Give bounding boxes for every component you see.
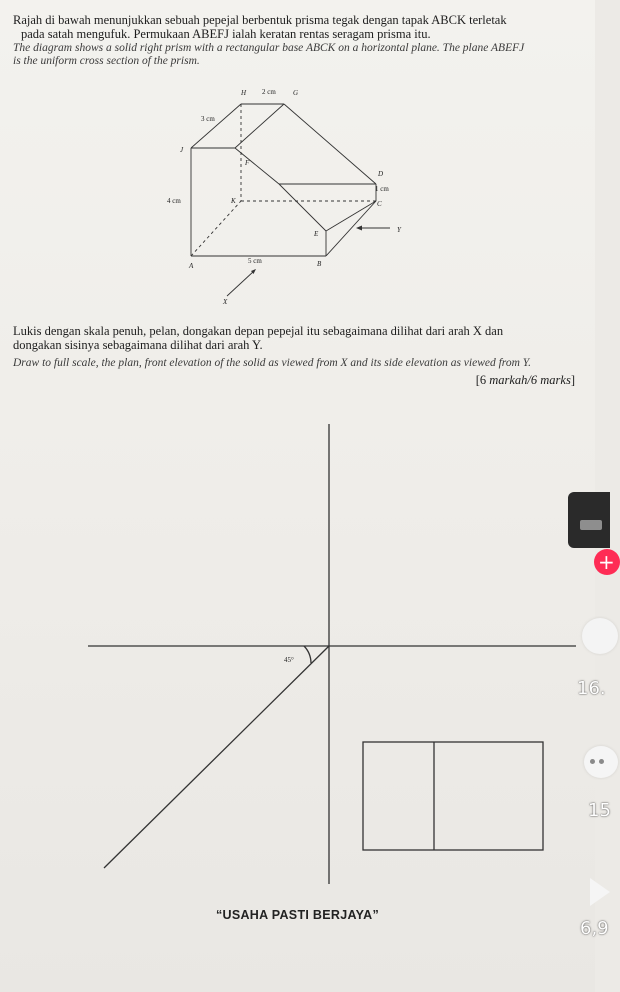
motto: “USAHA PASTI BERJAYA” [215,908,380,922]
vertex-C: C [377,200,382,208]
comment-icon[interactable] [584,746,618,778]
vertex-H: H [241,89,247,97]
plan-rectangle [363,742,543,850]
shares-count: 6,9 [580,918,609,939]
vertex-G: G [293,89,299,97]
share-arrow-icon[interactable] [590,878,610,906]
thumbnail-icon [580,520,602,530]
diagonal-45-line [104,646,329,868]
intro-malay-line1: Rajah di bawah menunjukkan sebuah pepejal berbentuk prisma tegak dengan tapak ABCK terletak [13,13,507,27]
vertex-D: D [378,170,384,178]
intro-malay-line2: pada satah mengufuk. Permukaan ABEFJ ialah keratan rentas seragam prisma itu. [21,27,431,41]
dimension-DC: 1 cm [375,185,389,193]
dimension-JH: 3 cm [201,115,215,123]
angle-arc [304,646,311,663]
marks-bracket-open: [6 [475,373,490,387]
dimension-AB: 5 cm [248,257,262,265]
direction-Y: Y [397,226,401,234]
likes-count: 16. [577,678,606,699]
vertex-J: J [180,146,184,154]
intro-english-line2: is the uniform cross section of the prism. [13,55,200,67]
vertex-A: A [189,262,194,270]
like-heart-icon[interactable] [582,618,618,654]
vertex-K: K [231,197,236,205]
vertex-B: B [317,260,322,268]
task-malay-line1: Lukis dengan skala penuh, pelan, dongakan depan pepejal itu sebagaimana dilihat dari arah X dan [13,324,504,338]
dimension-AJ: 4 cm [167,197,181,205]
follow-plus-icon[interactable]: + [594,549,620,575]
marks-bracket-close: ] [570,373,575,387]
intro-english-line1: The diagram shows a solid right prism with a rectangular base ABCK on a horizontal plane. The plane ABEFJ [13,42,525,54]
vertex-E: E [314,230,319,238]
angle-label: 45° [284,656,294,664]
dimension-HG: 2 cm [262,88,276,96]
direction-X: X [223,298,228,306]
vertex-F: F [245,159,250,167]
task-english: Draw to full scale, the plan, front elevation of the solid as viewed from X and its side elevation as viewed from Y. [13,357,531,369]
comments-count: 15 [588,800,611,821]
marks-text: markah/6 marks [489,373,571,387]
task-malay-line2: dongakan sisinya sebagaimana dilihat dari arah Y. [13,338,263,352]
music-thumbnail[interactable] [568,492,610,548]
